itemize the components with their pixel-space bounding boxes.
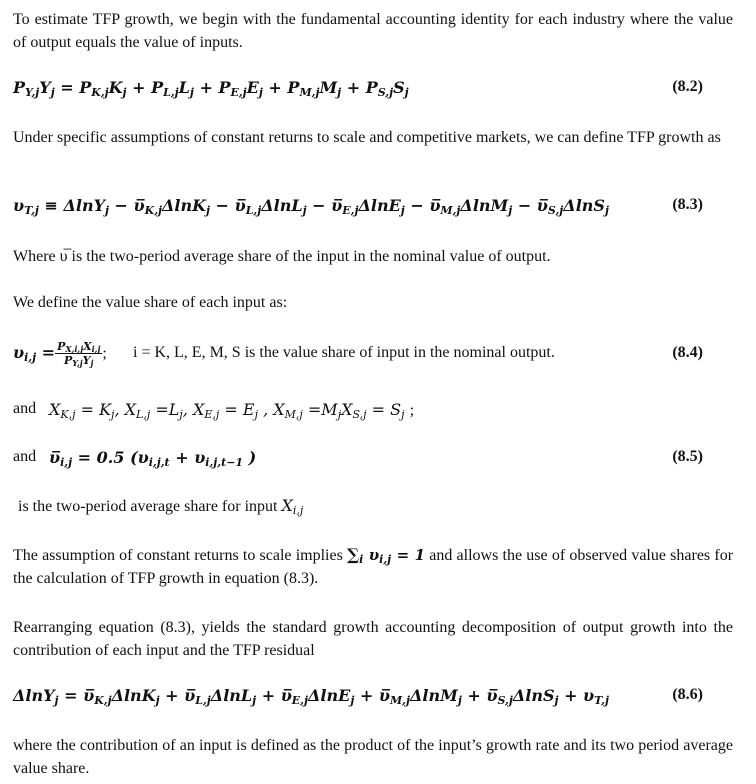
equation-number: (8.5) xyxy=(672,448,703,465)
equation-8-4-description: i = K, L, E, M, S is the value share of input in the nominal output. xyxy=(133,344,555,361)
average-share-text: is the two-period average share for input xyxy=(18,498,278,515)
equation-8-6: $\Delta\ln Y_j = \upsilon̅_{K,j}\Delta\ln K_j$ + $\upsilon̅_{L,j}\Delta\ln L_j$ + $\upsilon̅_{E,j}\Delta\ln E_j$ + $\upsilon̅_{M,j}\Delta\ln M_j$ + $\upsilon̅_{S,j}\Delta\ln S_j + \upsilon_{T,j}$ xyxy=(13,686,609,707)
equation-number: (8.4) xyxy=(672,344,703,361)
input-definitions: $X_{K,j} = K_j$, $X_{L,j} =L_j$, $X_{E,j} = E_j$ , $X_{M,j} =M_jX_{S,j} = S_j$ ; xyxy=(49,400,415,421)
equation-8-6-row xyxy=(13,686,733,712)
equation-8-2: $P_{Y,j}Y_j = P_{K,j}K_j + P_{L,j}L_j + P_{E,j}E_j + P_{M,j}M_j + P_{S,j}S_j$ xyxy=(13,78,409,99)
paragraph-assumptions: Under specific assumptions of constant returns to scale and competitive markets, we can define TFP growth as xyxy=(13,129,721,146)
equation-8-5-row xyxy=(13,448,733,474)
equation-8-3-row xyxy=(13,196,733,222)
paragraph-intro: To estimate TFP growth, we begin with the fundamental accounting identity for each industry where the value of output equals the value of inputs. xyxy=(13,11,733,51)
paragraph-value-share: We define the value share of each input as: xyxy=(13,294,288,311)
definition-row xyxy=(13,400,733,426)
average-share-row xyxy=(18,496,738,522)
equation-8-2-row xyxy=(13,78,733,104)
constant-returns-lead: The assumption of constant returns to scale implies xyxy=(13,547,343,564)
input-symbol: $X_{i,j}$ xyxy=(281,496,304,517)
constant-returns-rest: and allows the use of observed value shares for the calculation of TFP growth in equation (8.3). xyxy=(13,547,734,587)
value-share-fraction: $\frac{P_{X,i,j}X_{i,j}}{P_{Y,j}Y_j}$ xyxy=(57,340,101,368)
equation-8-4: $\upsilon_{i,j}$ = $\frac{P_{X,i,j}X_{i,j}}{P_{Y,j}Y_j}$ ; xyxy=(13,340,107,368)
equation-8-5-lead: and xyxy=(13,448,37,465)
paragraph-constant-returns xyxy=(13,543,733,590)
paragraph-where: Where υ̅ is the two-period average share of the input in the nominal value of output. xyxy=(13,248,551,265)
equation-8-3: $\upsilon_{T,j} \equiv \Delta\ln Y_j$ − $\upsilon̅_{K,j}\Delta\ln K_j$ − $\upsilon̅_{L,j}\Delta\ln L_j$ − $\upsilon̅_{E,j}\Delta\ln E_j$ − $\upsilon̅_{M,j}\Delta\ln M_j$ − $\upsilon̅_{S,j}\Delta\ln S_j$ xyxy=(13,196,609,217)
equation-8-4-row xyxy=(13,338,733,372)
equation-8-5: $\upsilon̅_{i,j} = 0.5$ ($\upsilon_{i,j,t} + \upsilon_{i,j,t-1}$ ) xyxy=(49,448,257,469)
share-sum-formula: $\sum_i$ $\upsilon_{i,j} = 1$ xyxy=(347,545,426,566)
paragraph-contribution: where the contribution of an input is defined as the product of the input’s growth rate and its two period average value share. xyxy=(13,737,733,777)
equation-number: (8.3) xyxy=(672,196,703,213)
paragraph-rearranging: Rearranging equation (8.3), yields the standard growth accounting decomposition of output growth into the contribution of each input and the TFP residual xyxy=(13,619,733,659)
definition-lead: and xyxy=(13,400,37,417)
equation-number: (8.6) xyxy=(672,686,703,703)
equation-number: (8.2) xyxy=(672,78,703,95)
